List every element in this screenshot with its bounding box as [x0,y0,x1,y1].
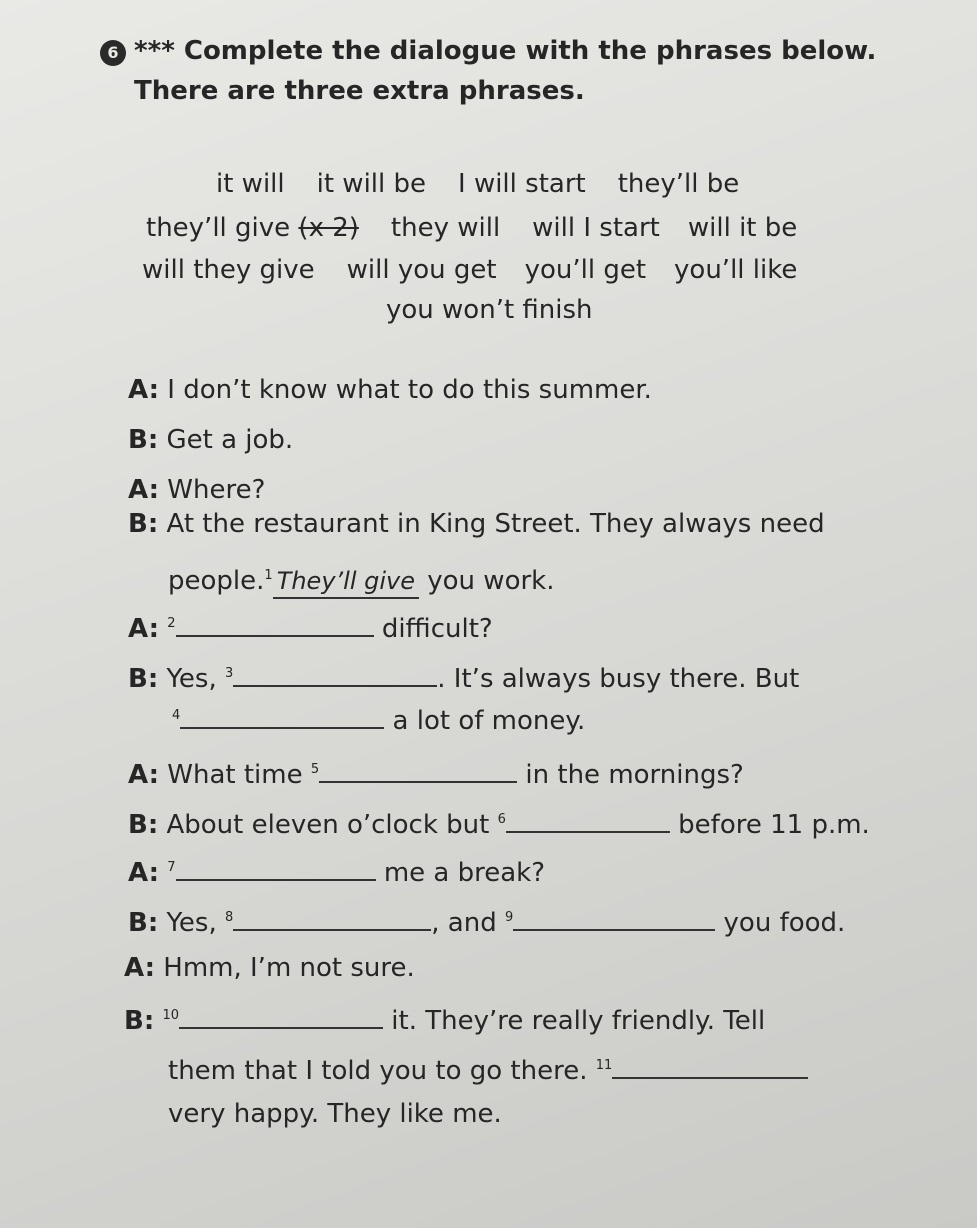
answer-blank-8[interactable] [233,903,431,931]
dialogue-line-5 [168,560,555,599]
phrase-row-4 [386,294,593,326]
phrase: they will [390,213,501,243]
phrase: will you get [346,255,497,285]
line-text: Yes, [166,908,217,938]
difficulty-stars: *** [134,36,175,66]
phrase: will it be [687,213,798,243]
line-text: people. [168,566,265,596]
instruction-line-2: There are three extra phrases. [134,76,585,106]
speaker-label: B: [128,810,159,840]
line-text: , and [431,908,497,938]
speaker-label: B: [128,908,159,938]
line-text: At the restaurant in King Street. They always need [166,509,825,539]
dialogue-line-12 [128,902,845,939]
phrase: will I start [532,213,660,243]
answer-blank-10[interactable] [179,1001,383,1029]
line-text: you work. [427,566,555,596]
line-text: Hmm, I’m not sure. [163,953,415,983]
speaker-label: A: [124,953,156,983]
line-text: it. They’re really friendly. Tell [391,1006,766,1036]
line-text: . It’s always busy there. But [437,664,800,694]
line-text: you food. [723,908,846,938]
line-text: me a break? [383,858,546,888]
dialogue-line-15 [168,1050,808,1087]
dialogue-line-16 [168,1098,502,1130]
gap-number: 9 [505,910,514,925]
line-text: What time [167,760,303,790]
speaker-label: A: [128,760,160,790]
line-text: very happy. They like me. [168,1099,502,1129]
phrase: it will be [316,169,427,199]
line-text: difficult? [381,614,493,644]
instruction-text-1: Complete the dialogue with the phrases below. [183,36,877,66]
phrase: they’ll be [617,169,740,199]
gap-number: 7 [167,860,176,875]
gap-number: 6 [497,812,506,827]
phrase: you won’t finish [386,295,593,325]
dialogue-line-6 [128,608,493,645]
gap-number: 1 [264,568,273,583]
phrase: they’ll give [146,213,291,243]
dialogue-line-13 [124,952,415,984]
dialogue-line-3 [128,474,265,506]
dialogue-line-11 [128,852,545,889]
dialogue-line-10 [128,804,870,841]
line-text: Yes, [166,664,217,694]
dialogue-line-7 [128,658,799,695]
gap-number: 11 [595,1058,613,1073]
phrase: will they give [142,255,315,285]
answer-blank-6[interactable] [506,805,670,833]
speaker-label: A: [128,475,160,505]
exercise-number-badge: 6 [100,40,126,66]
gap-number: 10 [162,1008,180,1023]
dialogue-line-8 [172,700,585,737]
phrase-row-2 [146,212,797,244]
answer-blank-1[interactable]: They’ll give [273,565,419,599]
gap-number: 8 [225,910,234,925]
answer-blank-11[interactable] [612,1051,808,1079]
dialogue-line-4 [128,508,825,540]
line-text: before 11 p.m. [678,810,870,840]
dialogue-line-14 [124,1000,765,1037]
instruction-line-1 [134,35,876,67]
answer-blank-2[interactable] [176,609,374,637]
gap-number: 4 [172,708,181,723]
line-text: Get a job. [166,425,294,455]
speaker-label: B: [128,509,159,539]
phrase-row-1 [216,168,739,200]
phrase: you’ll get [524,255,647,285]
answer-blank-9[interactable] [513,903,715,931]
gap-number: 2 [167,616,176,631]
speaker-label: B: [124,1006,155,1036]
phrase: I will start [458,169,586,199]
speaker-label: A: [128,614,160,644]
line-text: a lot of money. [392,706,586,736]
dialogue-line-2 [128,424,293,456]
speaker-label: B: [128,425,159,455]
answer-blank-5[interactable] [319,755,517,783]
speaker-label: A: [128,375,160,405]
line-text: in the mornings? [525,760,744,790]
dialogue-line-1 [128,374,652,406]
line-text: About eleven o’clock but [166,810,490,840]
line-text: them that I told you to go there. [168,1056,588,1086]
phrase: it will [216,169,285,199]
answer-blank-7[interactable] [176,853,376,881]
answer-blank-3[interactable] [233,659,437,687]
phrase-row-3 [142,254,797,286]
line-text: I don’t know what to do this summer. [167,375,652,405]
speaker-label: B: [128,664,159,694]
dialogue-line-9 [128,754,744,791]
line-text: Where? [167,475,266,505]
phrase: you’ll like [674,255,798,285]
gap-number: 5 [310,762,320,777]
phrase-count-note: (x 2) [298,213,359,243]
answer-blank-4[interactable] [180,701,384,729]
gap-number: 3 [225,666,234,681]
speaker-label: A: [128,858,160,888]
